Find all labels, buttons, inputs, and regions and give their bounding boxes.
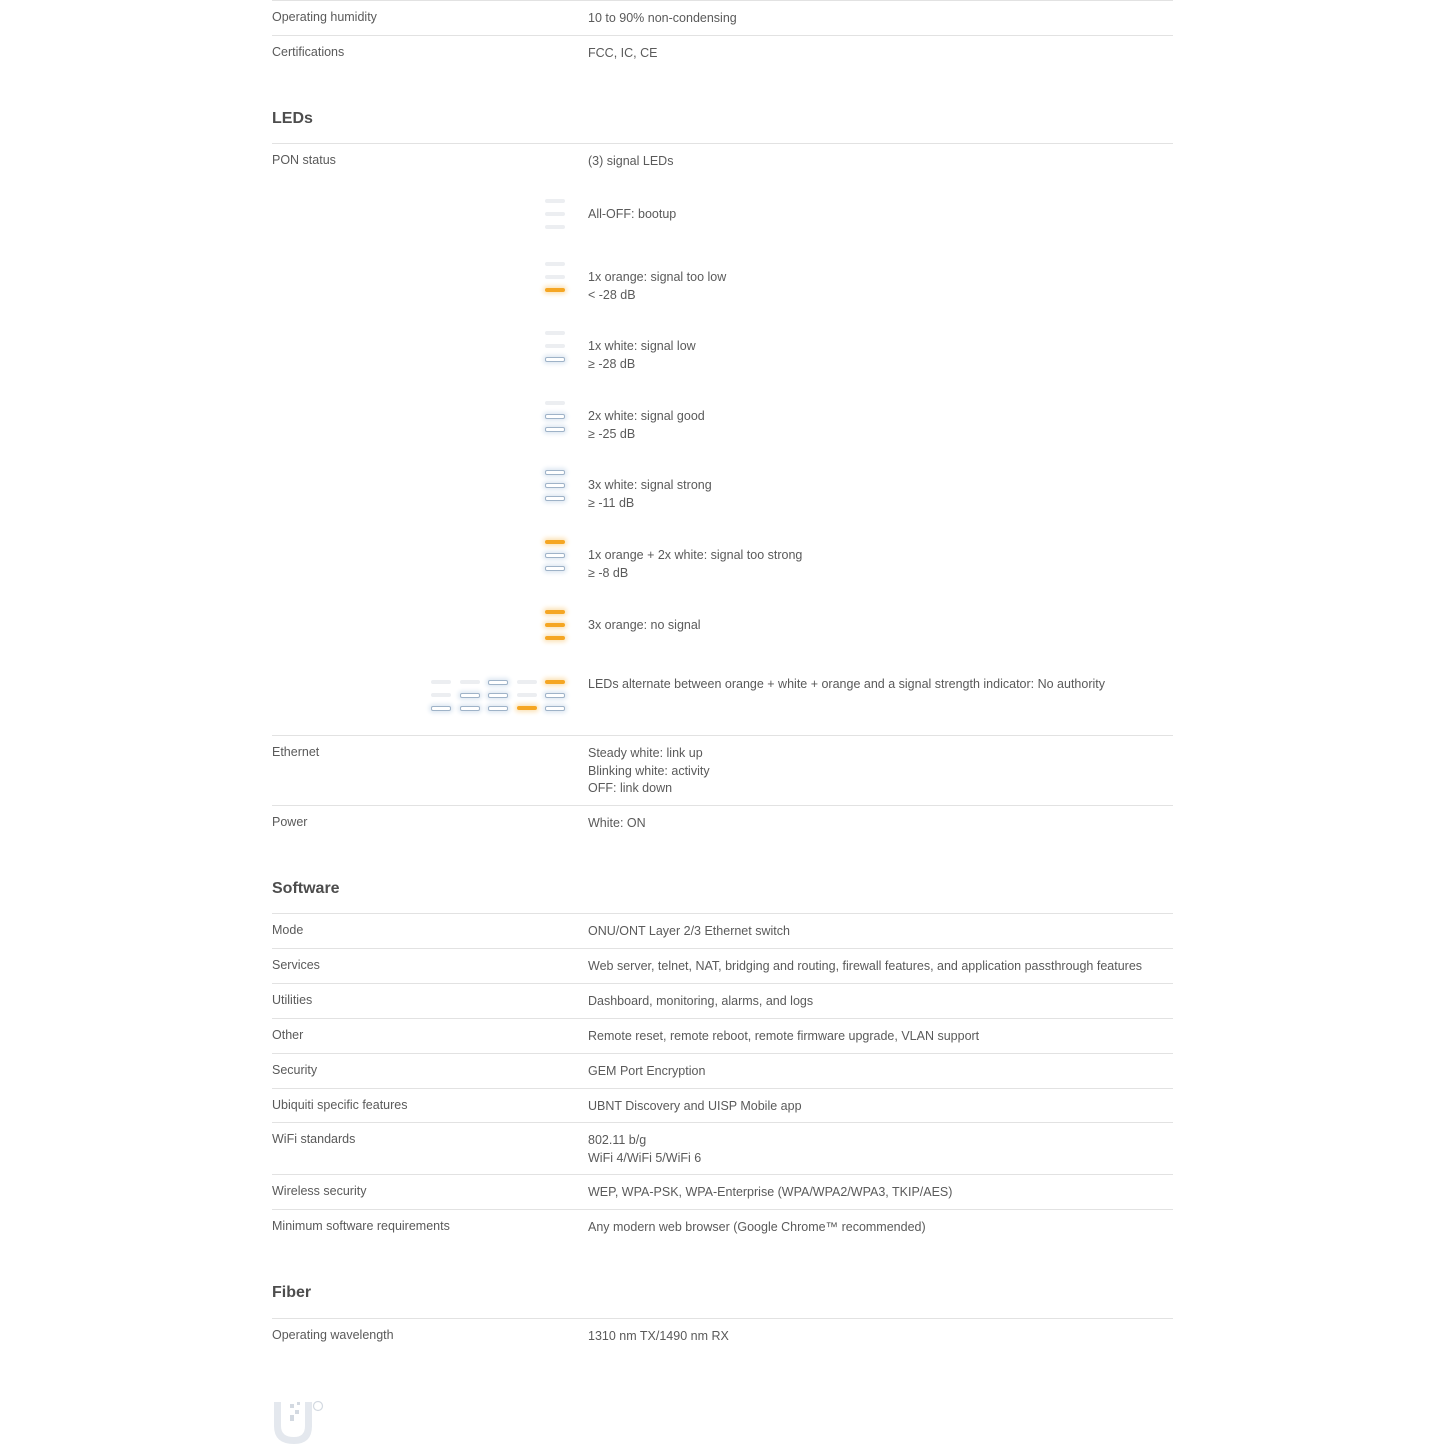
- led-white-icon: [488, 706, 508, 711]
- spec-value: Any modern web browser (Google Chrome™ recommended): [588, 1220, 926, 1234]
- led-off-icon: [517, 693, 537, 697]
- led-state-description: [588, 477, 712, 512]
- led-state-description: [588, 617, 701, 635]
- led-state-description: [588, 338, 696, 373]
- led-off-icon: [460, 680, 480, 684]
- led-off-icon: [431, 693, 451, 697]
- led-white-icon: [488, 680, 508, 685]
- led-white-icon: [545, 427, 565, 432]
- led-orange-icon: [517, 706, 537, 710]
- led-off-icon: [545, 275, 565, 279]
- led-indicator-group: [543, 536, 567, 572]
- led-state-line: 1x white: signal low: [588, 339, 696, 353]
- ethernet-line: OFF: link down: [588, 781, 673, 795]
- spec-value: White: ON: [588, 816, 646, 830]
- spec-label: Wireless security: [272, 1184, 367, 1198]
- led-alternate-text: LEDs alternate between orange + white + orange and a signal strength indicator: No authority: [588, 677, 1105, 691]
- led-orange-icon: [545, 680, 565, 684]
- spec-value: [588, 745, 710, 798]
- spec-value: [588, 1132, 701, 1167]
- led-off-icon: [545, 331, 565, 335]
- led-white-icon: [460, 693, 480, 698]
- led-white-icon: [545, 414, 565, 419]
- led-indicator-group: [429, 676, 453, 712]
- led-orange-icon: [545, 623, 565, 627]
- ethernet-line: Blinking white: activity: [588, 763, 710, 778]
- spec-label: Mode: [272, 923, 304, 937]
- led-state-threshold: < -28 dB: [588, 287, 636, 302]
- led-orange-icon: [545, 540, 565, 544]
- spec-label: Operating wavelength: [272, 1328, 394, 1342]
- row-divider: [272, 1122, 1173, 1123]
- row-divider: [272, 1018, 1173, 1019]
- led-off-icon: [545, 344, 565, 348]
- section-divider: [272, 143, 1173, 144]
- led-indicator-group: [486, 676, 510, 712]
- led-white-icon: [545, 357, 565, 362]
- row-divider: [272, 1174, 1173, 1175]
- spec-value: WEP, WPA-PSK, WPA-Enterprise (WPA/WPA2/WPA3, TKIP/AES): [588, 1185, 953, 1199]
- row-divider: [272, 1209, 1173, 1210]
- spec-label: Minimum software requirements: [272, 1219, 450, 1233]
- led-white-icon: [545, 706, 565, 711]
- led-state-threshold: ≥ -28 dB: [588, 356, 636, 371]
- spec-value: FCC, IC, CE: [588, 46, 658, 60]
- led-state-line: 3x white: signal strong: [588, 478, 712, 492]
- led-state-threshold: ≥ -25 dB: [588, 426, 636, 441]
- spec-label: Ethernet: [272, 745, 320, 759]
- led-orange-icon: [545, 610, 565, 614]
- led-indicator-group: [543, 606, 567, 642]
- row-divider: [272, 0, 1173, 1]
- row-divider: [272, 983, 1173, 984]
- led-off-icon: [545, 212, 565, 216]
- led-state-line: 1x orange + 2x white: signal too strong: [588, 548, 803, 562]
- ethernet-line: Steady white: link up: [588, 746, 703, 760]
- ubiquiti-logo-icon: [272, 1398, 326, 1446]
- row-divider: [272, 805, 1173, 806]
- spec-value: GEM Port Encryption: [588, 1064, 706, 1078]
- spec-value: Web server, telnet, NAT, bridging and routing, firewall features, and application passthrough features: [588, 959, 1143, 973]
- led-white-icon: [545, 483, 565, 488]
- spec-label: Services: [272, 958, 320, 972]
- led-off-icon: [431, 680, 451, 684]
- led-off-icon: [545, 262, 565, 266]
- spec-label: PON status: [272, 153, 336, 167]
- spec-label: Security: [272, 1063, 318, 1077]
- led-white-icon: [460, 706, 480, 711]
- led-orange-icon: [545, 636, 565, 640]
- led-white-icon: [488, 693, 508, 698]
- wifi-line: 802.11 b/g: [588, 1133, 647, 1147]
- led-indicator-group: [543, 258, 567, 294]
- section-title-software: Software: [272, 880, 340, 897]
- section-divider: [272, 913, 1173, 914]
- spec-label: Operating humidity: [272, 10, 377, 24]
- led-state-description: [588, 206, 676, 224]
- led-state-line: 1x orange: signal too low: [588, 270, 727, 284]
- section-title-leds: LEDs: [272, 110, 313, 127]
- led-off-icon: [545, 225, 565, 229]
- led-white-icon: [431, 706, 451, 711]
- led-indicator-group: [543, 397, 567, 433]
- section-title-fiber: Fiber: [272, 1284, 312, 1301]
- row-divider: [272, 35, 1173, 36]
- led-indicator-group: [543, 466, 567, 502]
- spec-value: Remote reset, remote reboot, remote firmware upgrade, VLAN support: [588, 1029, 980, 1043]
- spec-label: WiFi standards: [272, 1132, 356, 1146]
- led-indicator-group: [543, 195, 567, 231]
- led-state-description: [588, 269, 726, 304]
- row-divider: [272, 1088, 1173, 1089]
- led-indicator-group: [515, 676, 539, 712]
- spec-value: 10 to 90% non-condensing: [588, 11, 737, 25]
- led-white-icon: [545, 496, 565, 501]
- led-indicator-group: [543, 676, 567, 712]
- row-divider: [272, 735, 1173, 736]
- wifi-line: WiFi 4/WiFi 5/WiFi 6: [588, 1150, 702, 1165]
- led-state-description: [588, 408, 705, 443]
- spec-label: Certifications: [272, 45, 345, 59]
- led-off-icon: [545, 199, 565, 203]
- spec-value: UBNT Discovery and UISP Mobile app: [588, 1099, 802, 1113]
- led-white-icon: [545, 470, 565, 475]
- led-state-line: 3x orange: no signal: [588, 618, 701, 632]
- row-divider: [272, 948, 1173, 949]
- led-state-description: [588, 547, 802, 582]
- led-white-icon: [545, 566, 565, 571]
- led-state-line: 2x white: signal good: [588, 409, 705, 423]
- row-divider: [272, 1053, 1173, 1054]
- led-state-threshold: ≥ -8 dB: [588, 565, 629, 580]
- spec-label: Other: [272, 1028, 304, 1042]
- spec-value: ONU/ONT Layer 2/3 Ethernet switch: [588, 924, 790, 938]
- spec-label: Power: [272, 815, 308, 829]
- led-off-icon: [545, 401, 565, 405]
- led-indicator-group: [458, 676, 482, 712]
- led-white-icon: [545, 693, 565, 698]
- spec-value: 1310 nm TX/1490 nm RX: [588, 1329, 729, 1343]
- spec-value: Dashboard, monitoring, alarms, and logs: [588, 994, 814, 1008]
- spec-label: Utilities: [272, 993, 313, 1007]
- led-white-icon: [545, 553, 565, 558]
- section-divider: [272, 1318, 1173, 1319]
- led-orange-icon: [545, 288, 565, 292]
- led-state-line: All-OFF: bootup: [588, 207, 677, 221]
- spec-value: (3) signal LEDs: [588, 154, 674, 168]
- led-state-threshold: ≥ -11 dB: [588, 495, 635, 510]
- led-indicator-group: [543, 327, 567, 363]
- led-off-icon: [517, 680, 537, 684]
- spec-label: Ubiquiti specific features: [272, 1098, 408, 1112]
